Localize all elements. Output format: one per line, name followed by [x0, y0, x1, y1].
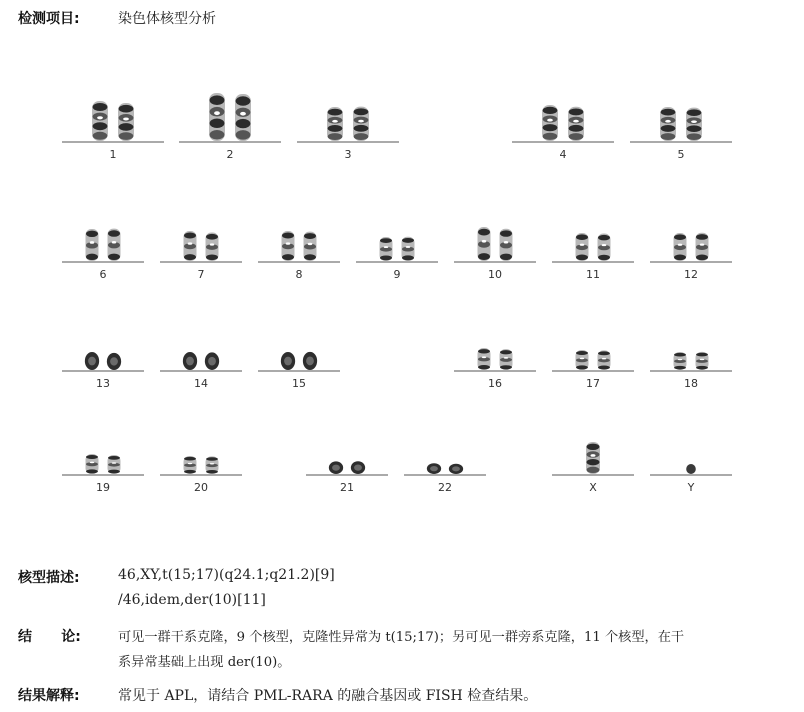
chromosome-label: 21 [340, 481, 354, 494]
chromosome-pair-image [404, 404, 486, 476]
chromosome-pair-image [630, 71, 732, 143]
chromosome-label: 2 [226, 148, 234, 161]
chromosome [500, 349, 513, 370]
chromosome-band [478, 229, 490, 236]
chromosome-band [587, 444, 600, 450]
chromosome-band [354, 125, 369, 132]
chromosome [86, 454, 99, 474]
chromosome [686, 464, 696, 474]
chromosome [674, 352, 687, 370]
centromere [602, 244, 607, 246]
chromosome-pair-15 [258, 300, 340, 390]
chromosome [598, 350, 611, 370]
chromosome-pair-image [258, 191, 340, 263]
chromosome-pair-22 [404, 404, 486, 494]
chromosome-band [328, 133, 343, 140]
centromere [240, 112, 246, 116]
chromosome-band [674, 234, 686, 240]
chromosome-band [108, 230, 120, 236]
chromosome-band [696, 366, 708, 370]
chromosome-pair-8 [258, 191, 340, 281]
chromosome-pair-image [160, 404, 242, 476]
chromosome-band [93, 132, 108, 140]
chromosome-band [687, 133, 702, 140]
chromosome-pair-image [179, 71, 281, 143]
chromosome-band [184, 233, 196, 239]
chromosome-band [282, 254, 294, 260]
chromosome-label: 14 [194, 377, 208, 390]
chromosome-pair-21 [306, 404, 388, 494]
chromosome-pair-9 [356, 191, 438, 281]
chromosome-band [304, 254, 316, 260]
chromosome [598, 234, 611, 261]
chromosome-band [328, 109, 343, 116]
chromosome-pair-image [297, 71, 399, 143]
chromosome [542, 105, 558, 141]
centromere [700, 243, 705, 245]
chromosome-band [687, 125, 702, 132]
chromosome-label: 18 [684, 377, 698, 390]
centromere [504, 357, 509, 359]
chromosome-band [354, 108, 369, 115]
chromosome [235, 94, 251, 141]
chromosome [118, 103, 134, 141]
chromosome-label: X [589, 481, 597, 494]
chromosome-pair-2 [179, 71, 281, 161]
chromosome-band [210, 118, 225, 128]
centromere [665, 120, 671, 123]
centromere [482, 356, 487, 358]
chromosome-band [478, 253, 490, 260]
centromere [547, 119, 553, 122]
chromosome-label: 7 [197, 268, 205, 281]
chromosome-band [210, 95, 225, 105]
centromere [90, 241, 95, 244]
centromere [700, 359, 705, 360]
chromosome-pair-image [552, 404, 634, 476]
centromere [188, 463, 193, 464]
chromosome-pair-image [650, 191, 732, 263]
chromosome-band [119, 123, 134, 131]
chromosome [696, 233, 709, 261]
chromosome-band [598, 255, 610, 260]
chromosome-band [208, 357, 216, 366]
chromosome-pair-image [512, 71, 614, 143]
chromosome [402, 237, 415, 261]
chromosome-band [354, 465, 362, 471]
chromosome [353, 107, 369, 141]
conclusion-line1: 可见一群干系克隆，9 个核型，克隆性异常为 t(15;17)；另可见一群旁系克隆，11 个核型，在干 [118, 630, 685, 645]
chromosome-band [93, 103, 108, 111]
chromosome-band [661, 125, 676, 132]
chromosome [282, 231, 295, 261]
chromosome-label: 15 [292, 377, 306, 390]
chromosome-band [206, 234, 218, 240]
centromere [573, 120, 579, 123]
chromosome [327, 107, 343, 141]
chromosome-label: 4 [559, 148, 567, 161]
chromosome [206, 233, 219, 262]
chromosome-band [674, 353, 686, 357]
chromosome-label: 11 [586, 268, 600, 281]
chromosome-pair-1 [62, 71, 164, 161]
centromere [358, 120, 364, 123]
chromosome-pair-11 [552, 191, 634, 281]
interpretation-text: 常见于 APL，请结合 PML-RARA 的融合基因或 FISH 检查结果。 [118, 688, 538, 704]
chromosome-pair-14 [160, 300, 242, 390]
chromosome-band [598, 351, 610, 355]
chromosome-pair-7 [160, 191, 242, 281]
chromosome-band [402, 238, 414, 243]
centromere [580, 244, 585, 246]
chromosome [576, 233, 589, 261]
chromosome-label: 1 [109, 148, 117, 161]
chromosome-pair-17 [552, 300, 634, 390]
chromosome-band [236, 96, 251, 105]
chromosome-pair-image [552, 191, 634, 263]
chromosome-label: 13 [96, 377, 110, 390]
chromosome [449, 464, 463, 474]
chromosome [568, 107, 584, 141]
centromere [678, 244, 683, 246]
centromere [188, 242, 193, 244]
chromosome-band [184, 254, 196, 260]
chromosome [380, 237, 393, 261]
chromosome-pair-image [552, 300, 634, 372]
chromosome [304, 232, 317, 261]
chromosome-label: 20 [194, 481, 208, 494]
chromosome-band [500, 365, 512, 369]
chromosome-pair-3 [297, 71, 399, 161]
chromosome-band [284, 357, 292, 366]
chromosome-band [478, 349, 490, 353]
chromosome-pair-5 [630, 71, 732, 161]
chromosome-pair-16 [454, 300, 536, 390]
chromosome-band [543, 124, 558, 131]
chromosome-band [696, 234, 708, 240]
centromere [112, 462, 117, 464]
chromosome-band [236, 130, 251, 139]
chromosome-band [543, 133, 558, 140]
chromosome [674, 233, 687, 261]
chromosome-label: 5 [677, 148, 685, 161]
chromosome-band [687, 109, 702, 116]
chromosome-band [500, 350, 512, 354]
chromosome-band [587, 459, 600, 465]
chromosome [205, 352, 219, 370]
chromosome-band [306, 356, 314, 365]
chromosome-band [184, 457, 196, 461]
chromosome-pair-image [62, 71, 164, 143]
chromosome-band [236, 119, 251, 128]
chromosome-label: 16 [488, 377, 502, 390]
chromosome-band [86, 455, 98, 459]
chromosome [281, 352, 295, 370]
chromosome-band [380, 255, 392, 260]
chromosome-label: 8 [295, 268, 303, 281]
chromosome [427, 463, 441, 474]
chromosome-band [686, 464, 696, 474]
karyotype-description-label: 核型描述: [18, 570, 80, 586]
centromere [482, 240, 487, 243]
chromosome-band [543, 107, 558, 114]
chromosome [686, 108, 702, 141]
karyotype-description-line2: /46,idem,der(10)[11] [118, 592, 266, 608]
chromosome-label: 19 [96, 481, 110, 494]
chromosome-band [210, 130, 225, 140]
chromosome-label: 6 [99, 268, 107, 281]
chromosome [576, 350, 589, 370]
chromosome-band [661, 133, 676, 140]
chromosome-band [569, 125, 584, 132]
centromere [112, 241, 117, 244]
centromere [210, 463, 215, 464]
chromosome-band [206, 470, 218, 474]
chromosome [660, 107, 676, 141]
chromosome-band [304, 233, 316, 239]
chromosome-band [500, 254, 512, 260]
centromere [384, 246, 389, 248]
chromosome-label: 10 [488, 268, 502, 281]
chromosome-band [108, 470, 120, 474]
chromosome [92, 101, 108, 141]
chromosome-band [108, 254, 120, 260]
chromosome-pair-4 [512, 71, 614, 161]
chromosome [209, 93, 225, 141]
chromosome-band [206, 254, 218, 260]
chromosome-band [587, 467, 600, 473]
chromosome-pair-image [258, 300, 340, 372]
chromosome-band [354, 133, 369, 140]
test-item-value: 染色体核型分析 [118, 11, 216, 27]
chromosome-band [576, 365, 588, 369]
chromosome-band [110, 357, 118, 365]
chromosome [183, 352, 197, 370]
chromosome-band [86, 231, 98, 237]
chromosome-band [119, 105, 134, 113]
centromere [406, 246, 411, 248]
chromosome [108, 455, 121, 474]
chromosome-label: 12 [684, 268, 698, 281]
chromosome-band [576, 351, 588, 355]
chromosome-pair-19 [62, 404, 144, 494]
chromosome-label: Y [687, 481, 695, 494]
chromosome-band [86, 469, 98, 473]
centromere [123, 117, 129, 120]
chromosome-pair-20 [160, 404, 242, 494]
chromosome-pair-image [160, 191, 242, 263]
chromosome-pair-12 [650, 191, 732, 281]
karyotype-description-line1: 46,XY,t(15;17)(q24.1;q21.2)[9] [118, 567, 335, 583]
chromosome-pair-image [454, 300, 536, 372]
chromosome-band [206, 457, 218, 461]
chromosome [478, 348, 491, 370]
centromere [97, 116, 103, 119]
chromosome-label: 22 [438, 481, 452, 494]
chromosome [184, 456, 197, 474]
chromosome [500, 229, 513, 261]
centromere [210, 243, 215, 245]
chromosome [206, 456, 219, 474]
chromosome-label: 3 [344, 148, 352, 161]
chromosome [351, 461, 365, 474]
chromosome [586, 442, 600, 474]
centromere [602, 358, 607, 360]
chromosome-band [328, 125, 343, 132]
chromosome-band [86, 254, 98, 260]
chromosome-band [569, 109, 584, 116]
chromosome-band [478, 365, 490, 369]
centromere [678, 359, 683, 360]
chromosome-pair-image [62, 404, 144, 476]
chromosome-band [108, 456, 120, 460]
chromosome-pair-18 [650, 300, 732, 390]
chromosome-pair-image [160, 300, 242, 372]
chromosome [184, 231, 197, 261]
chromosome-band [282, 233, 294, 239]
conclusion-line2: 系异常基础上出现 der(10)。 [118, 655, 291, 670]
chromosome [85, 352, 99, 370]
chromosome [107, 353, 121, 370]
chromosome-pair-image [454, 191, 536, 263]
interpretation-label: 结果解释: [18, 688, 80, 704]
chromosome-pair-image [650, 300, 732, 372]
chromosome-band [88, 357, 96, 366]
chromosome-label: 17 [586, 377, 600, 390]
chromosome-pair-x [552, 404, 634, 494]
chromosome-band [576, 234, 588, 240]
chromosome-band [93, 122, 108, 130]
chromosome-band [119, 132, 134, 140]
centromere [332, 120, 338, 123]
chromosome-band [332, 465, 340, 471]
centromere [504, 241, 509, 244]
chromosome-band [402, 255, 414, 260]
chromosome-pair-6 [62, 191, 144, 281]
chromosome-band [598, 365, 610, 369]
chromosome-band [184, 470, 196, 474]
centromere [580, 358, 585, 360]
centromere [590, 454, 595, 457]
chromosome-pair-13 [62, 300, 144, 390]
chromosome [108, 229, 121, 261]
chromosome-pair-image [356, 191, 438, 263]
chromosome [303, 352, 317, 370]
test-item-label: 检测项目: [18, 11, 80, 27]
chromosome [696, 352, 709, 370]
chromosome [86, 229, 99, 261]
chromosome-band [661, 109, 676, 116]
chromosome-band [696, 353, 708, 357]
chromosome [329, 461, 343, 474]
chromosome-label: 9 [393, 268, 401, 281]
chromosome-pair-image [62, 191, 144, 263]
chromosome-band [430, 466, 438, 471]
centromere [691, 120, 697, 123]
chromosome-band [696, 254, 708, 260]
conclusion-label: 结 论: [18, 629, 81, 645]
chromosome-band [380, 238, 392, 243]
centromere [90, 462, 95, 464]
chromosome-band [598, 235, 610, 240]
chromosome-band [500, 230, 512, 236]
chromosome-band [186, 357, 194, 366]
chromosome-pair-image [650, 404, 732, 476]
chromosome-pair-y [650, 404, 732, 494]
chromosome-band [674, 255, 686, 261]
chromosome-pair-image [62, 300, 144, 372]
chromosome-pair-image [306, 404, 388, 476]
chromosome-band [569, 133, 584, 140]
chromosome-pair-10 [454, 191, 536, 281]
chromosome-band [674, 366, 686, 370]
centromere [308, 243, 313, 245]
centromere [286, 242, 291, 244]
centromere [214, 111, 220, 115]
chromosome-band [452, 466, 460, 471]
chromosome [478, 227, 491, 261]
chromosome-band [576, 255, 588, 261]
